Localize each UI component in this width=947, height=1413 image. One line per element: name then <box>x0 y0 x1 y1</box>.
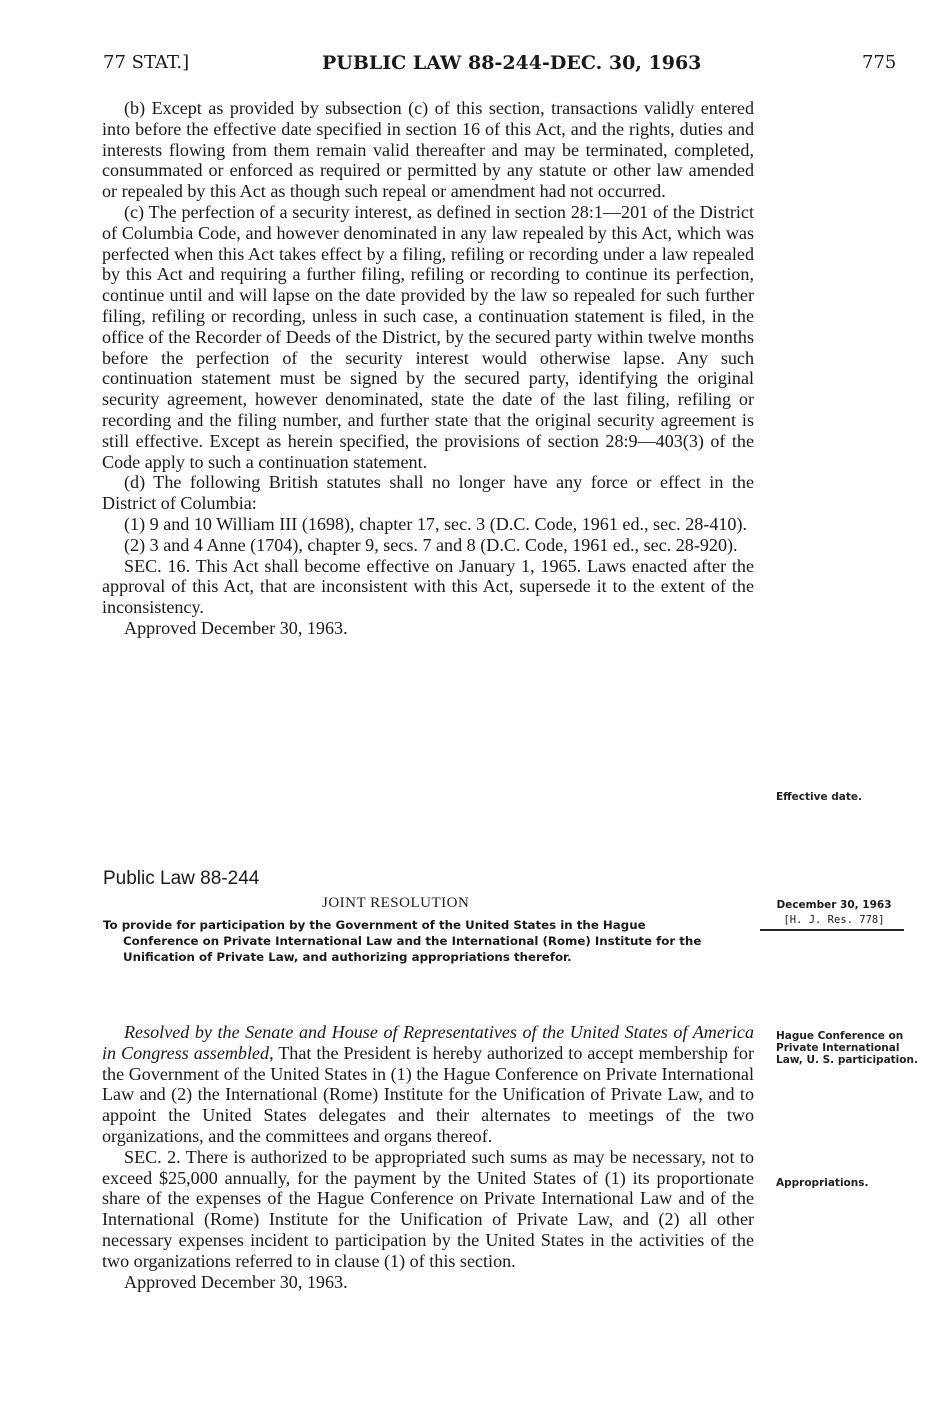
resolution-purpose <box>103 917 753 965</box>
margin-note-appropriations: Appropriations. <box>776 1177 869 1189</box>
approval-line-1: Approved December 30, 1963. <box>124 617 348 638</box>
resolution-text <box>102 1022 754 1292</box>
paragraph-d: (d) The following British statutes shall no longer have any force or effect in the District of Columbia: <box>102 472 754 514</box>
joint-resolution-heading: JOINT RESOLUTION <box>322 895 470 911</box>
resolution-number: [H. J. Res. 778] <box>783 914 885 926</box>
volume-citation: 77 STAT.] <box>103 52 190 73</box>
british-statute-1: (1) 9 and 10 William III (1698), chapter 17, sec. 3 (D.C. Code, 1961 ed., sec. 28-410). <box>124 513 748 534</box>
resolving-text: That the President is hereby authorized to accept membership for the Government of the United States in (1) the Hague Conference on Private International Law and (2) the International (Rome) Institute for the Unification of Private Law, and to appoint the United States delegates and their alternates to meetings of the two organizations, and the committees and organs thereof. <box>102 1042 755 1146</box>
enacting-formula: Resolved by the Senate and House of Representatives of the United States of America in Congress assembled, <box>102 1022 754 1063</box>
page-number: 775 <box>862 52 897 73</box>
approval-line-2: Approved December 30, 1963. <box>124 1271 348 1292</box>
purpose-remainder: Conference on Private International Law and the International (Rome) Institute for the Unification of Private Law, and authorizing appropriations therefor. <box>123 934 702 964</box>
date-rule-divider <box>760 929 904 931</box>
margin-note-hague: Hague Conference on Private International Law, U. S. participation. <box>776 1030 918 1066</box>
purpose-first-line: To provide for participation by the Government of the United States in the Hague <box>103 918 646 932</box>
enactment-date-block <box>764 898 904 928</box>
running-head: PUBLIC LAW 88-244-DEC. 30, 1963 <box>322 52 702 74</box>
margin-note-effective-date: Effective date. <box>776 791 862 803</box>
section-2: SEC. 2. There is authorized to be appropriated such sums as may be necessary, not to exceed $25,000 annually, for the payment by the United States of (1) its proportionate share of the expenses of the Hague Conference on Private International Law and of the International (Rome) Institute for the Unification of Private Law, and (2) all other necessary expenses incident to participation by the United States in the activities of the two organizations referred to in clause (1) of this section. <box>102 1146 754 1271</box>
resolving-clause <box>102 1022 754 1147</box>
paragraph-c: (c) The perfection of a security interest, as defined in section 28:1—201 of the District of Columbia Code, and however denominated in any law repealed by this Act, which was perfected when this Act takes effect by a filing, refiling or recording under a law repealed by this Act and requiring a further filing, refiling or recording to continue its perfection, continue until and will lapse on the date provided by the law so repealed for such further filing, refiling or recording, unless in such case, a continuation statement is filed, in the office of the Recorder of Deeds of the District, by the secured party within twelve months before the perfection of the security interest would otherwise lapse. Any such continuation statement must be signed by the secured party, identifying the original security agreement, however denominated, state the date of the last filing, refiling or recording and the filing number, and further state that the original security agreement is still effective. Except as herein specified, the provisions of section 28:9—403(3) of the Code apply to such a continuation statement. <box>102 201 754 472</box>
section-16: SEC. 16. This Act shall become effective on January 1, 1965. Laws enacted after the approval of this Act, that are inconsistent with this Act, supersede it to the extent of the inconsistency. <box>102 555 754 618</box>
enactment-date: December 30, 1963 <box>776 899 892 911</box>
public-law-number: Public Law 88-244 <box>103 868 260 889</box>
paragraph-b: (b) Except as provided by subsection (c) of this section, transactions validly entered into before the effective date specified in section 16 of this Act, and the rights, duties and interests flowing from them remain valid thereafter and may be terminated, completed, consummated or enforced as required or permitted by any statute or other law amended or repealed by this Act as though such repeal or amendment had not occurred. <box>102 98 754 202</box>
prior-act-text <box>102 98 754 639</box>
british-statute-2: (2) 3 and 4 Anne (1704), chapter 9, secs. 7 and 8 (D.C. Code, 1961 ed., sec. 28-920). <box>124 534 738 555</box>
